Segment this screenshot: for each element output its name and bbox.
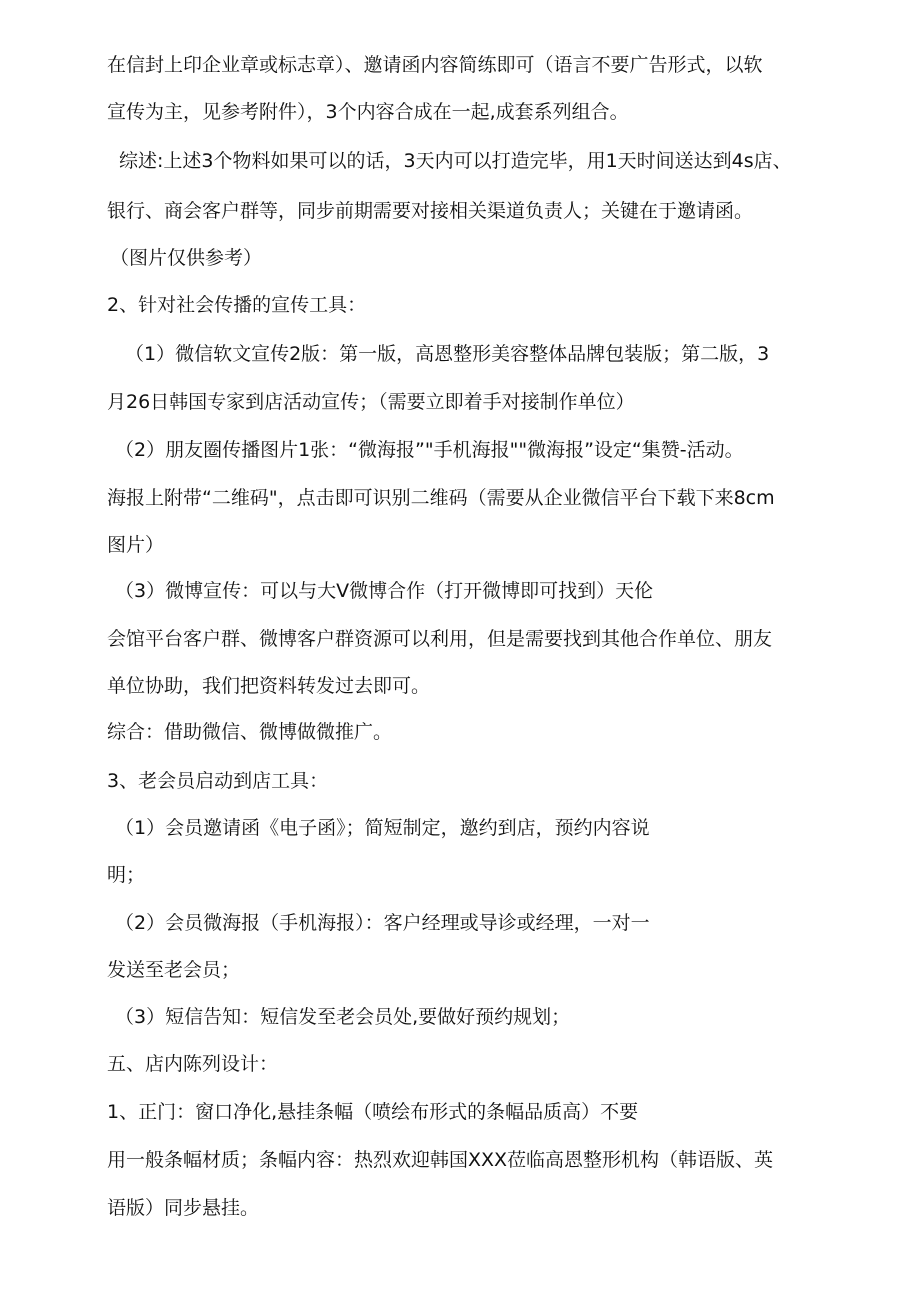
text-line: 会馆平台客户群、微博客户群资源可以利用，但是需要找到其他合作单位、朋友 bbox=[107, 628, 773, 650]
text-line: 在信封上印企业章或标志章）、邀请函内容简练即可（语言不要广告形式，以软 bbox=[107, 54, 763, 76]
text-line: 宣传为主，见参考附件），3个内容合成在一起,成套系列组合。 bbox=[107, 101, 629, 123]
text-line: 银行、商会客户群等，同步前期需要对接相关渠道负责人；关键在于邀请函。 bbox=[107, 200, 754, 222]
text-line: 明； bbox=[107, 864, 146, 886]
text-line: （1）微信软文宣传2版：第一版，高恩整形美容整体品牌包装版；第二版，3 bbox=[125, 343, 770, 365]
section-heading: 五、店内陈列设计： bbox=[107, 1053, 279, 1075]
text-line: 海报上附带“二维码"，点击即可识别二维码（需要从企业微信平台下载下来8cm bbox=[107, 487, 775, 509]
text-line: 发送至老会员； bbox=[107, 959, 241, 981]
text-line: （3）微博宣传：可以与大V微博合作（打开微博即可找到）天伦 bbox=[115, 580, 654, 602]
text-line: 用一般条幅材质；条幅内容：热烈欢迎韩国XXX莅临高恩整形机构（韩语版、英 bbox=[107, 1149, 774, 1171]
text-line: （2）朋友圈传播图片1张：“微海报”"手机海报""微海报”设定“集赞-活动。 bbox=[115, 439, 744, 461]
text-line: 图片） bbox=[107, 534, 165, 556]
text-line: 1、正门：窗口净化,悬挂条幅（喷绘布形式的条幅品质高）不要 bbox=[107, 1101, 639, 1123]
text-line: （图片仅供参考） bbox=[110, 247, 263, 269]
text-line: 语版）同步悬挂。 bbox=[107, 1197, 260, 1219]
text-line: 月26日韩国专家到店活动宣传；（需要立即着手对接制作单位） bbox=[107, 391, 635, 413]
text-line: 综合：借助微信、微博做微推广。 bbox=[107, 721, 393, 743]
text-line: 单位协助，我们把资料转发过去即可。 bbox=[107, 675, 431, 697]
text-line: （2）会员微海报（手机海报）：客户经理或导诊或经理，一对一 bbox=[115, 912, 650, 934]
text-line: （3）短信告知：短信发至老会员处,要做好预约规划； bbox=[115, 1006, 571, 1028]
section-heading: 2、针对社会传播的宣传工具： bbox=[107, 294, 367, 316]
text-line: 综述:上述3个物料如果可以的话，3天内可以打造完毕，用1天时间送达到4s店、 bbox=[119, 150, 792, 172]
text-line: （1）会员邀请函《电子函》；简短制定，邀约到店，预约内容说 bbox=[115, 817, 650, 839]
section-heading: 3、老会员启动到店工具： bbox=[107, 770, 329, 792]
